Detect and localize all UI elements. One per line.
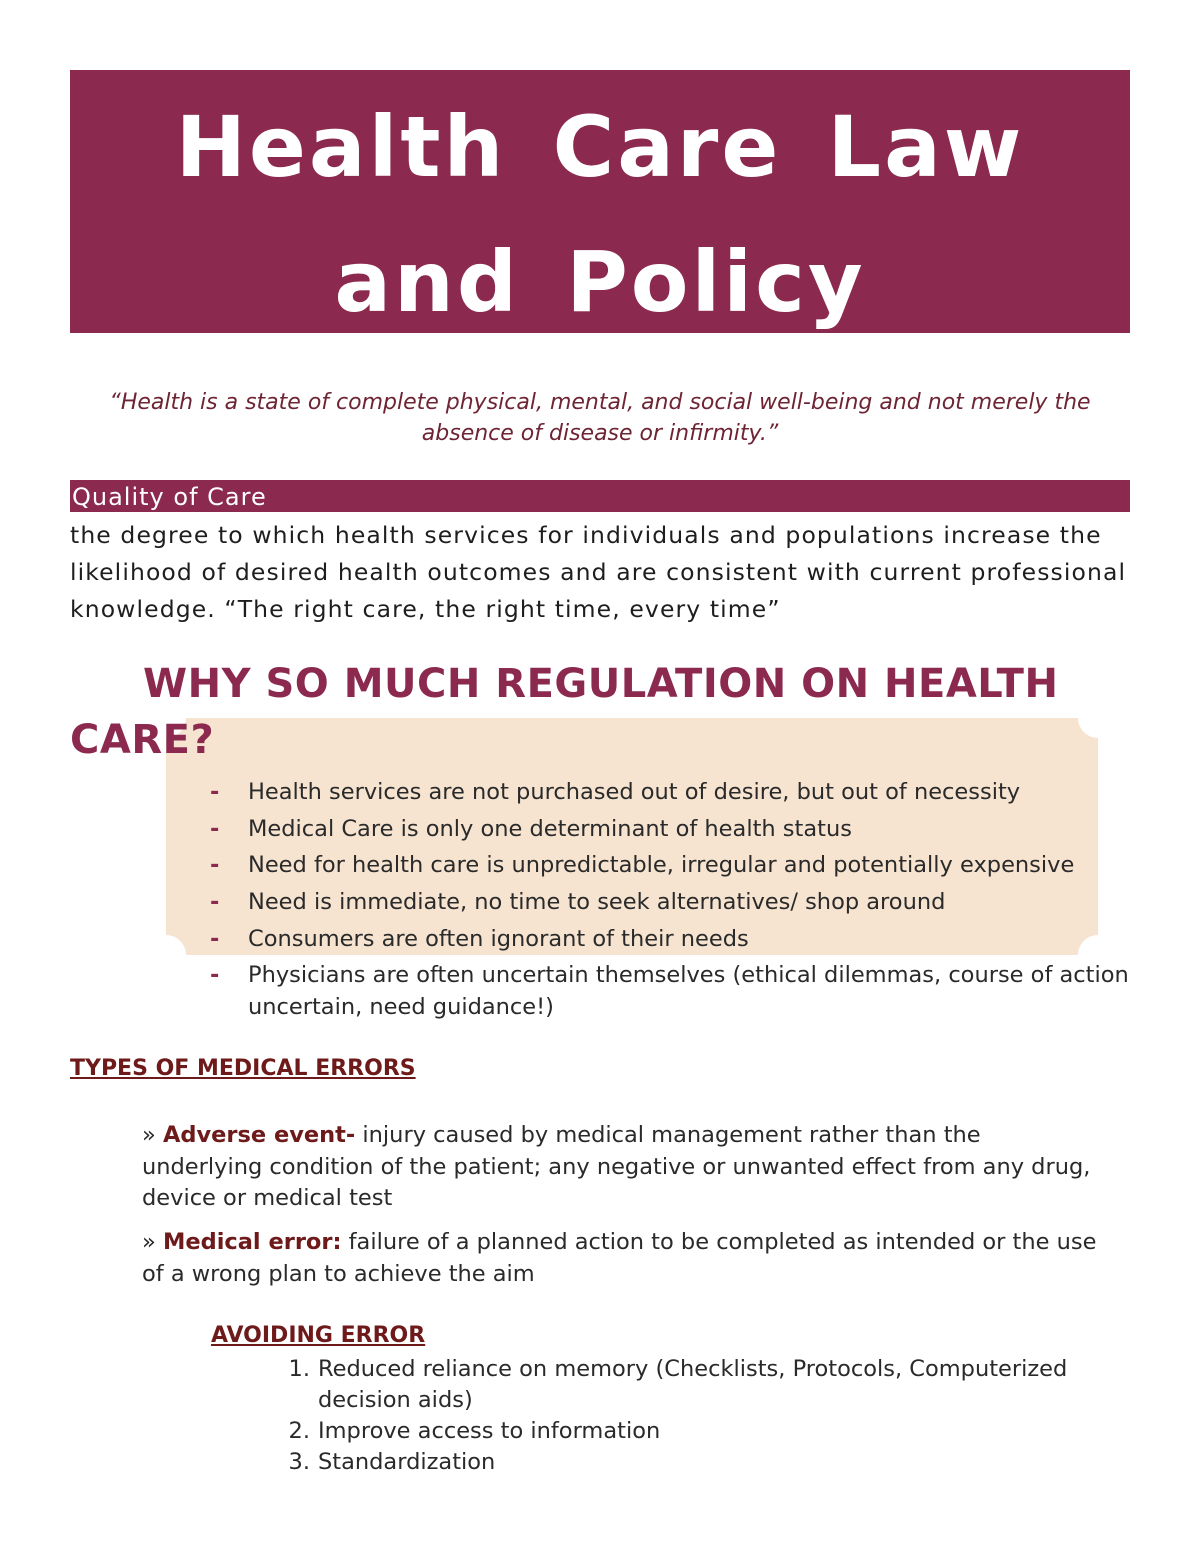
why-heading-line-2: CARE? (70, 717, 215, 763)
adverse-event-term: Adverse event- (162, 1122, 356, 1148)
avoiding-error-heading: AVOIDING ERROR (211, 1323, 426, 1348)
list-item (270, 1354, 1110, 1416)
list-item-text: Physicians are often uncertain themselves (ethical dilemmas, course of action uncertain, need guidance!) (248, 962, 1129, 1021)
list-item-text: Reduced reliance on memory (Checklists, Protocols, Computerized decision aids) (318, 1356, 1068, 1413)
why-regulation-heading (70, 656, 1130, 768)
dash-bullet: - (210, 815, 220, 842)
item-number: 2. (288, 1418, 310, 1444)
title-banner (70, 70, 1130, 333)
dash-bullet: - (210, 889, 220, 916)
list-item (210, 813, 1130, 845)
types-of-errors-heading: TYPES OF MEDICAL ERRORS (70, 1056, 416, 1081)
medical-error-entry (142, 1227, 1102, 1290)
callout-notch (146, 935, 186, 975)
quality-of-care-heading: Quality of Care (70, 480, 1130, 512)
dash-bullet: - (210, 852, 220, 879)
list-item (210, 923, 1130, 955)
list-item-text: Health services are not purchased out of desire, but out of necessity (248, 779, 1021, 805)
list-item (270, 1416, 1110, 1447)
medical-error-term: Medical error: (162, 1229, 342, 1255)
list-item-text: Improve access to information (318, 1418, 661, 1444)
list-item-text: Medical Care is only one determinant of health status (248, 815, 852, 842)
dash-bullet: - (210, 779, 220, 805)
list-item (210, 959, 1130, 1023)
title-line-2: and Policy (334, 233, 866, 331)
quality-of-care-definition: the degree to which health services for individuals and populations increase the likelihood of desired health outcomes and are consistent with current professional knowledge. “The right care, the right time, every time” (70, 521, 1127, 623)
avoiding-error-list (270, 1354, 1110, 1478)
list-item-text: Need for health care is unpredictable, irregular and potentially expensive (248, 852, 1075, 879)
chevron-marker: » (142, 1122, 156, 1148)
title-line-1: Health Care Law (175, 98, 1025, 196)
list-item-text: Standardization (318, 1449, 496, 1475)
item-number: 3. (288, 1449, 310, 1475)
list-item (270, 1447, 1110, 1478)
list-item-text: Consumers are often ignorant of their needs (248, 925, 749, 952)
chevron-marker: » (142, 1229, 156, 1255)
adverse-event-definition: injury caused by medical management rather than the underlying condition of the patient; any negative or unwanted effect from any drug, device or medical test (142, 1122, 1091, 1211)
regulation-reasons-list (210, 776, 1130, 1028)
dash-bullet: - (210, 925, 220, 952)
item-number: 1. (288, 1356, 310, 1382)
who-quote: “Health is a state of complete physical, mental, and social well-being and not merely the absence of disease or infirmity.” (109, 390, 1091, 446)
list-item-text: Need is immediate, no time to seek alternatives/ shop around (248, 889, 946, 916)
adverse-event-entry (142, 1120, 1102, 1215)
list-item (210, 886, 1130, 918)
why-heading-line-1: WHY SO MUCH REGULATION ON HEALTH (143, 661, 1059, 707)
medical-error-definition: failure of a planned action to be completed as intended or the use of a wrong plan to achieve the aim (142, 1229, 1097, 1287)
list-item (210, 776, 1130, 808)
dash-bullet: - (210, 962, 220, 989)
list-item (210, 849, 1130, 881)
